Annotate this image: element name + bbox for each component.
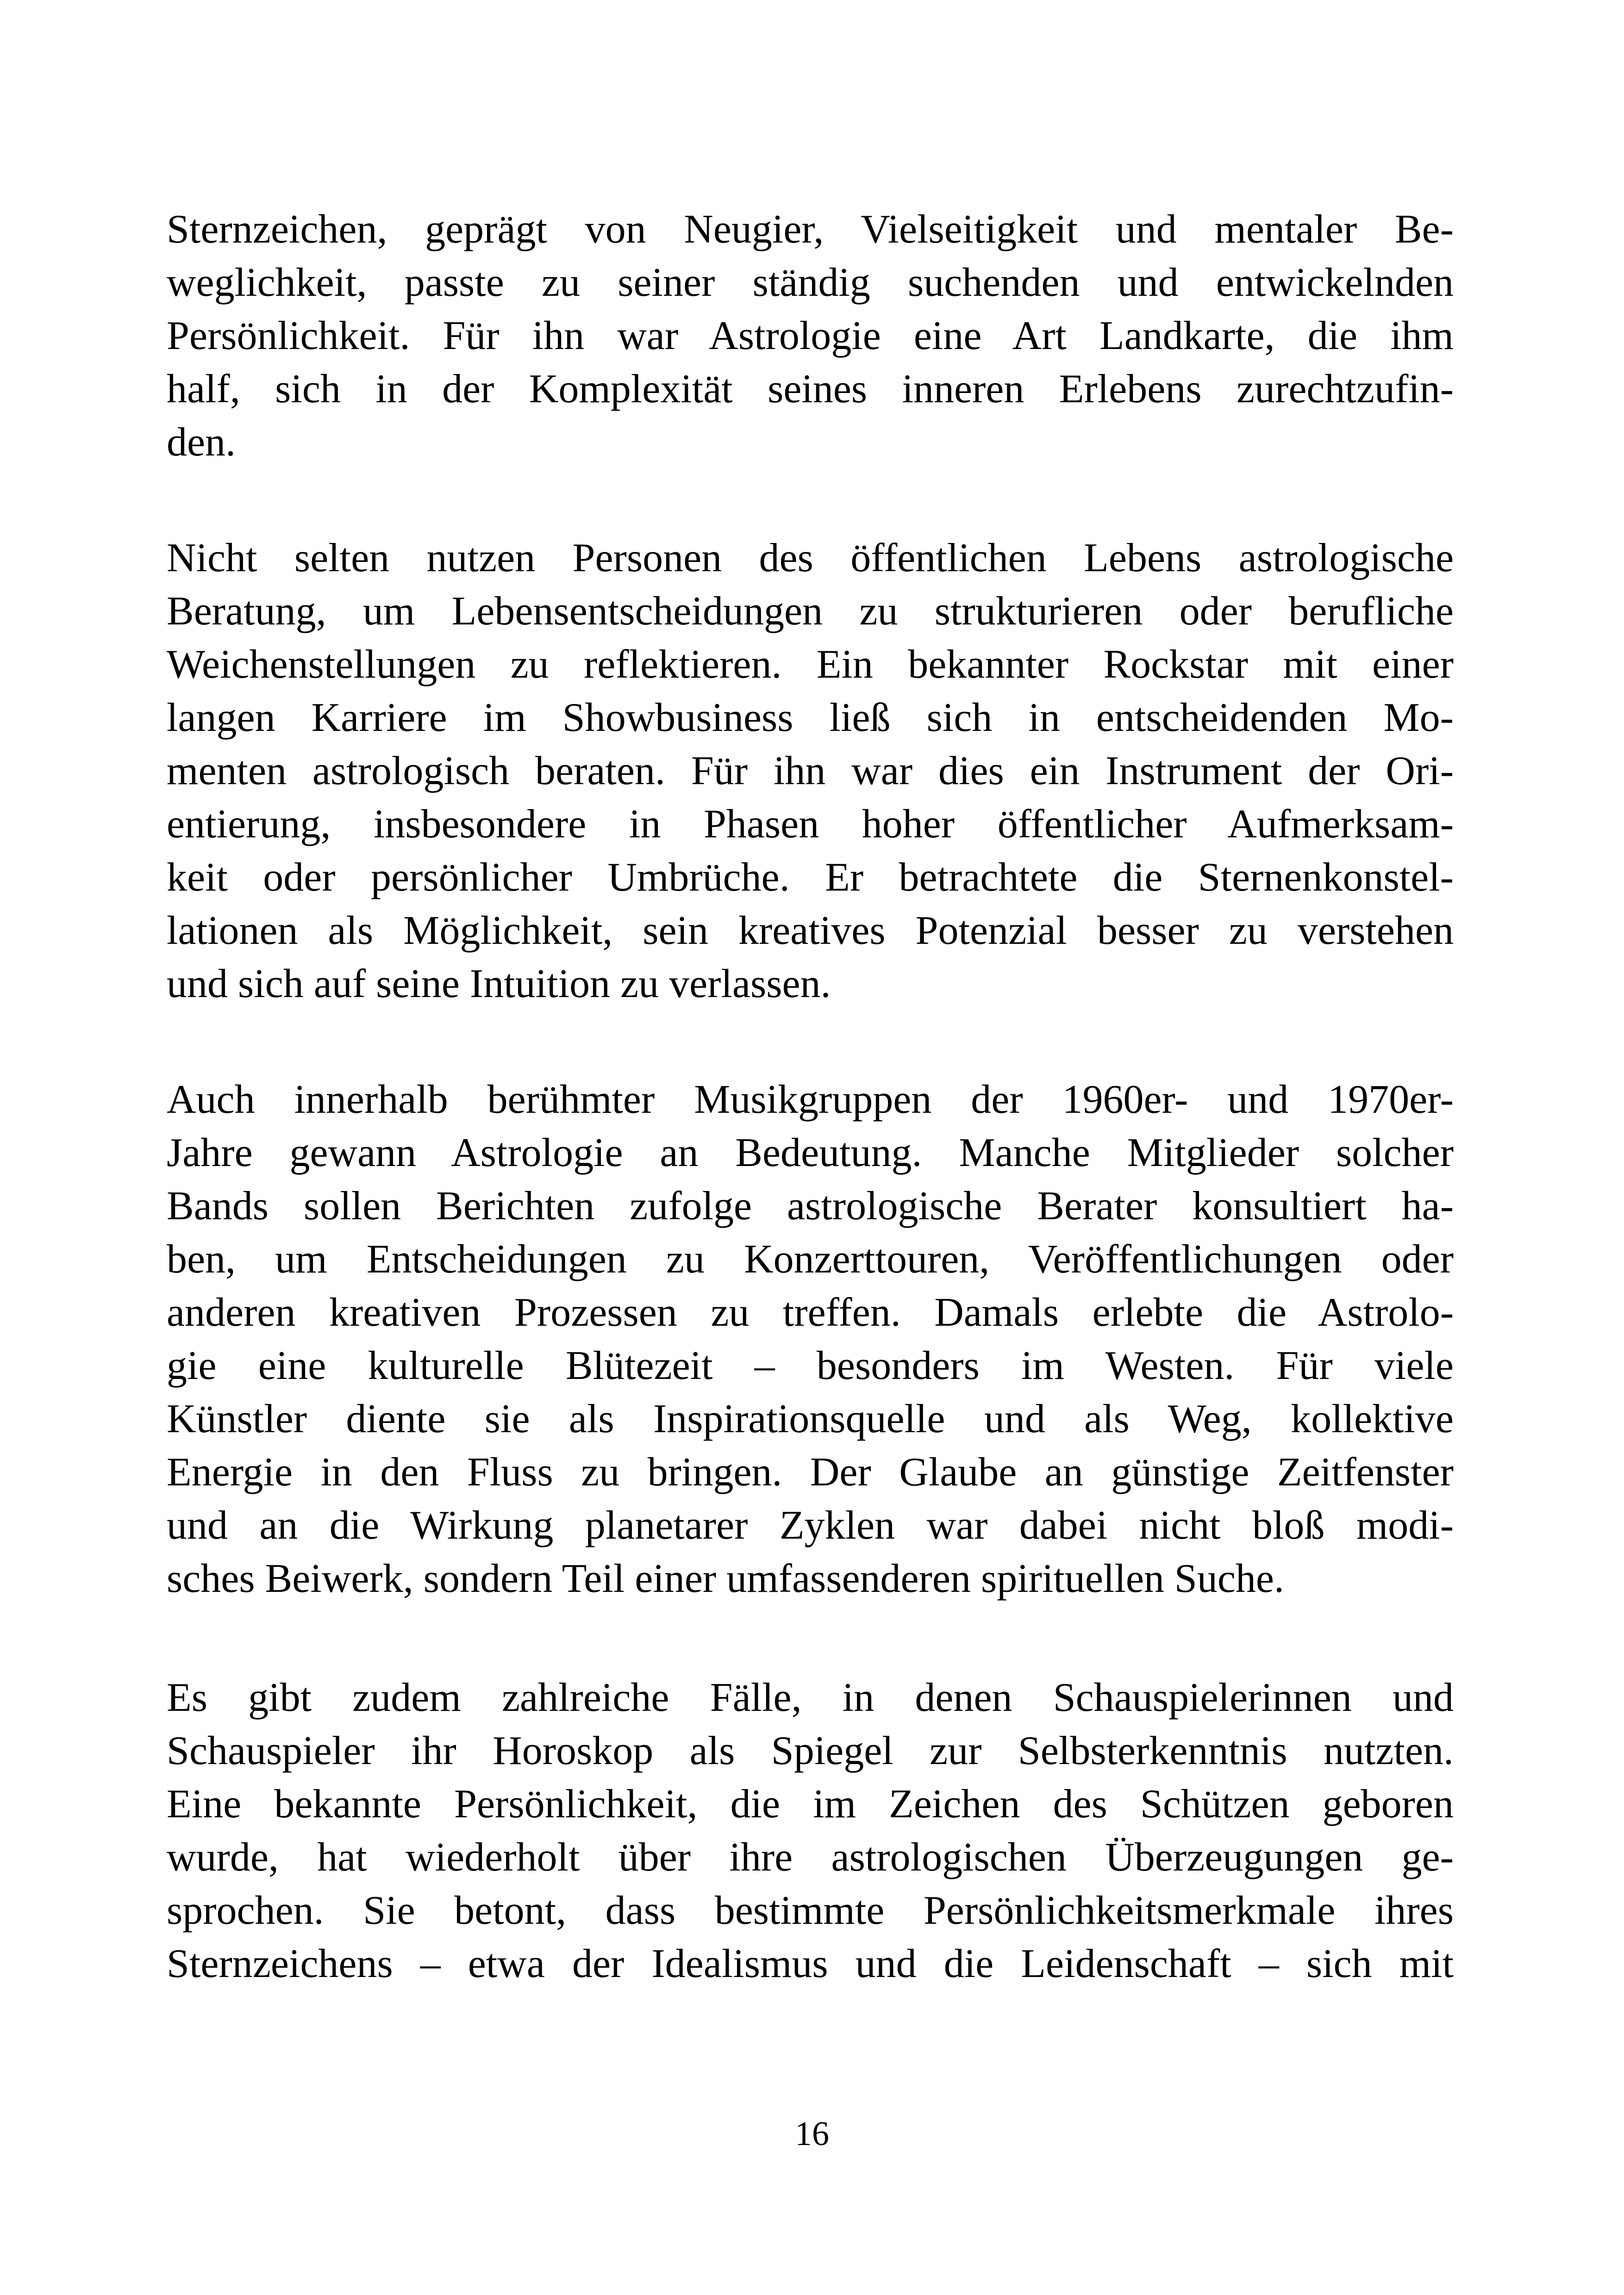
text-line: entierung, insbesondere in Phasen hoher öffentlicher Aufmerksam- <box>167 802 1454 847</box>
page-number: 16 <box>795 2115 829 2153</box>
text-line: wurde, hat wiederholt über ihre astrologischen Überzeugungen ge- <box>167 1835 1454 1880</box>
text-line: menten astrologisch beraten. Für ihn war dies ein Instrument der Ori- <box>167 748 1454 793</box>
text-line: Weichenstellungen zu reflektieren. Ein bekannter Rockstar mit einer <box>167 642 1454 687</box>
text-line: lationen als Möglichkeit, sein kreatives Potenzial besser zu verstehen <box>167 908 1454 953</box>
paragraph-4 <box>167 1671 1454 1990</box>
text-line: langen Karriere im Showbusiness ließ sich in entscheidenden Mo- <box>167 695 1454 740</box>
text-line: Künstler diente sie als Inspirationsquelle und als Weg, kollektive <box>167 1397 1454 1441</box>
text-line: Nicht selten nutzen Personen des öffentlichen Lebens astrologische <box>167 536 1454 580</box>
paragraph-1 <box>167 203 1454 469</box>
paragraph-3 <box>167 1073 1454 1605</box>
text-line: Beratung, um Lebensentscheidungen zu strukturieren oder berufliche <box>167 589 1454 634</box>
text-line: half, sich in der Komplexität seines inneren Erlebens zurechtzufin- <box>167 367 1454 412</box>
text-line: Auch innerhalb berühmter Musikgruppen der 1960er- und 1970er- <box>167 1077 1454 1122</box>
text-line: anderen kreativen Prozessen zu treffen. Damals erlebte die Astrolo- <box>167 1290 1454 1335</box>
text-line: ben, um Entscheidungen zu Konzerttouren, Veröffentlichungen oder <box>167 1237 1454 1282</box>
text-line: Eine bekannte Persönlichkeit, die im Zeichen des Schützen geboren <box>167 1782 1454 1827</box>
text-line: und sich auf seine Intuition zu verlassen. <box>167 961 831 1006</box>
text-line: Sternzeichen, geprägt von Neugier, Vielseitigkeit und mentaler Be- <box>167 207 1454 252</box>
text-line: Schauspieler ihr Horoskop als Spiegel zur Selbsterkenntnis nutzten. <box>167 1728 1454 1773</box>
text-line: Energie in den Fluss zu bringen. Der Glaube an günstige Zeitfenster <box>167 1450 1454 1495</box>
text-line: und an die Wirkung planetarer Zyklen war dabei nicht bloß modi- <box>167 1503 1454 1548</box>
text-line: Sternzeichens – etwa der Idealismus und die Leidenschaft – sich mit <box>167 1941 1454 1986</box>
text-line: Es gibt zudem zahlreiche Fälle, in denen Schauspielerinnen und <box>167 1675 1454 1720</box>
text-line: keit oder persönlicher Umbrüche. Er betrachtete die Sternenkonstel- <box>167 855 1454 900</box>
text-line: Persönlichkeit. Für ihn war Astrologie eine Art Landkarte, die ihm <box>167 313 1454 358</box>
text-line: sches Beiwerk, sondern Teil einer umfassenderen spirituellen Suche. <box>167 1556 1284 1601</box>
text-line: Jahre gewann Astrologie an Bedeutung. Manche Mitglieder solcher <box>167 1130 1454 1175</box>
text-line: weglichkeit, passte zu seiner ständig suchenden und entwickelnden <box>167 260 1454 305</box>
text-line: den. <box>167 420 236 465</box>
text-line: gie eine kulturelle Blütezeit – besonders im Westen. Für viele <box>167 1343 1454 1388</box>
text-line: Bands sollen Berichten zufolge astrologische Berater konsultiert ha- <box>167 1184 1454 1229</box>
text-line: sprochen. Sie betont, dass bestimmte Persönlichkeitsmerkmale ihres <box>167 1888 1454 1933</box>
paragraph-2 <box>167 531 1454 1010</box>
